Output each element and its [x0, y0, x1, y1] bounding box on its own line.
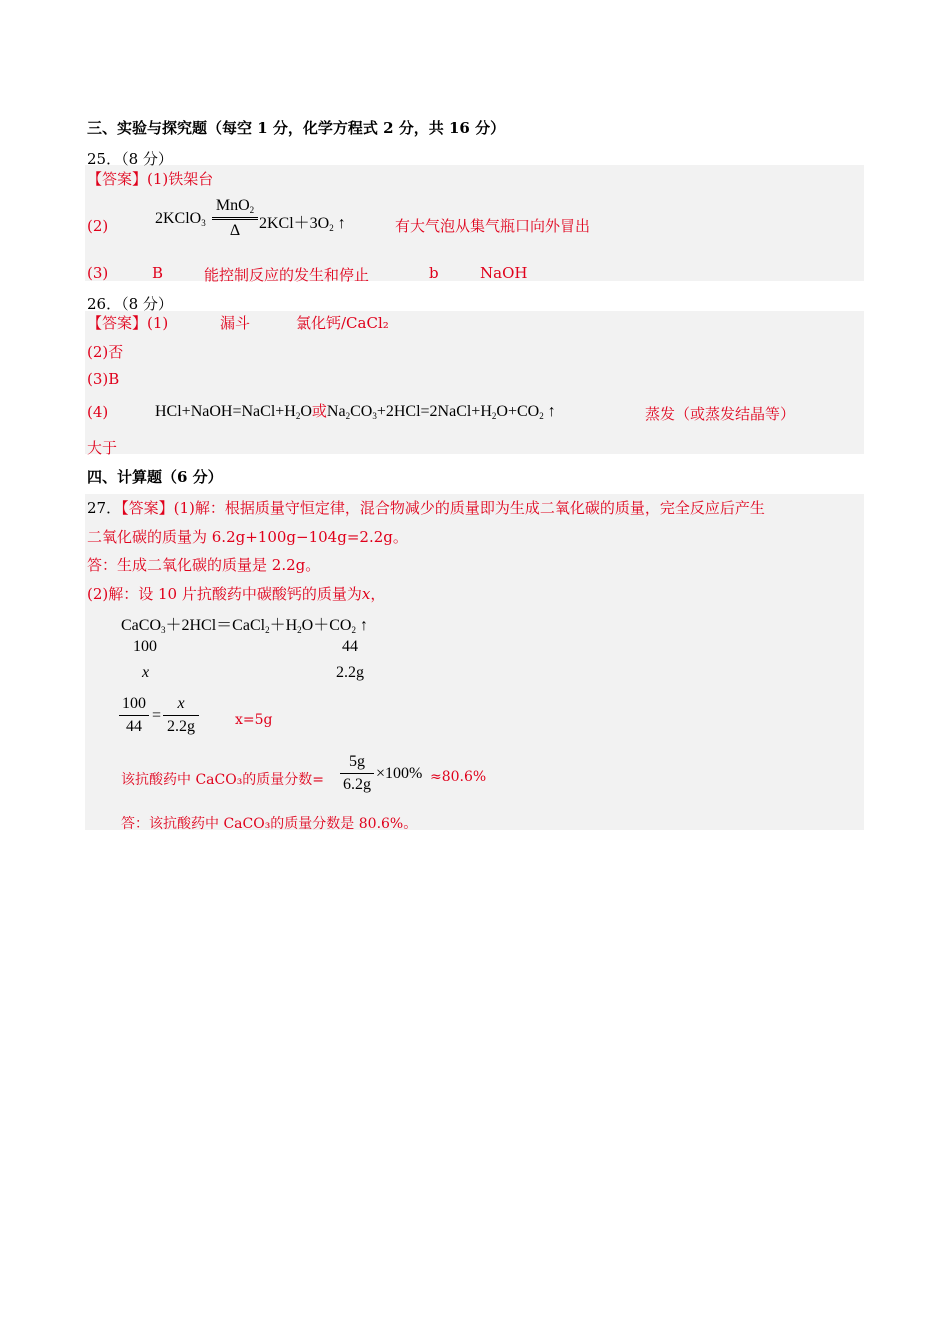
q25-a1: (1)铁架台	[147, 170, 214, 188]
q27-final-answer: 答：该抗酸药中 CaCO₃的质量分数是 80.6%。	[121, 816, 418, 832]
q27-mass-1: 100	[133, 638, 157, 655]
q26-answer-line1: 【答案】(1)	[87, 314, 169, 332]
q27-times-100: ×100%	[376, 765, 423, 782]
q27-ratio-left: 100 44	[119, 695, 149, 736]
q27-p2-intro: (2)解：设 10 片抗酸药中碳酸钙的质量为x，	[87, 585, 386, 603]
q27-var-1: x	[142, 664, 150, 681]
section4-title: 四、计算题（6 分）	[87, 468, 223, 486]
q26-answer-box	[85, 311, 864, 454]
q27-approx: ≈80.6%	[430, 769, 487, 785]
q25-a3-b1: B	[152, 264, 164, 282]
q27-equation: $CaCO_3+2HCl=CaCl_2+H_2O+CO_2$ ↑	[121, 617, 368, 635]
q25-equation: 2KClO$_3$	[155, 210, 206, 228]
q25-eq-right: $2KCl+3O_2$ ↑	[259, 215, 346, 233]
q25-a3-b3: b	[429, 264, 439, 282]
q26-header: 26．（8 分）	[87, 295, 173, 313]
q27-ratio-right: x 2.2g	[163, 695, 199, 736]
q25-a3-b4: NaOH	[480, 264, 528, 282]
q26-a4-num: (4)	[87, 403, 109, 421]
answer-tag: 【答案】	[87, 170, 148, 188]
q25-header: 25．（8 分）	[87, 150, 173, 168]
q26-a1-b1: 漏斗	[220, 314, 251, 332]
q25-eq-condition: MnO$_2$ Δ	[212, 197, 258, 240]
answer-tag: 【答案】	[87, 314, 148, 332]
q26-equations: $HCl+NaOH=NaCl+H_2O$或$Na_2CO_3+2HCl=2NaCl+H_2O+CO_2$ ↑	[155, 402, 556, 421]
section3-title: 三、实验与探究题（每空 1 分，化学方程式 2 分，共 16 分）	[87, 119, 506, 137]
q27-x-result: x=5g	[235, 712, 273, 728]
q25-a2-observation: 有大气泡从集气瓶口向外冒出	[395, 217, 591, 235]
q27-ratio-equals: =	[152, 707, 162, 724]
q26-a1-b2: 氯化钙/CaCl₂	[296, 314, 389, 332]
q26-a2: (2)否	[87, 343, 124, 361]
q26-a5: 大于	[87, 439, 118, 457]
q27-line2: 二氧化碳的质量为 6.2g+100g−104g=2.2g。	[87, 528, 408, 546]
q26-a3: (3)B	[87, 370, 120, 388]
q25-answer-line1	[87, 168, 213, 189]
q27-line1: 27．【答案】(1)解：根据质量守恒定律，混合物减少的质量即为生成二氧化碳的质量，完全反应后产生	[87, 499, 765, 517]
q25-a2-num: (2)	[87, 217, 109, 235]
q26-a4-b2: 蒸发（或蒸发结晶等）	[645, 405, 796, 423]
q27-mass-2: 44	[342, 638, 358, 655]
q27-var-2: 2.2g	[336, 664, 364, 681]
q25-a3-b2: 能控制反应的发生和停止	[204, 266, 370, 284]
q25-a3-num: (3)	[87, 264, 109, 282]
q27-p1-answer: 答：生成二氧化碳的质量是 2.2g。	[87, 556, 321, 574]
q27-mass-fraction-label: 该抗酸药中 CaCO₃的质量分数=	[121, 772, 325, 788]
q27-mass-fraction: 5g 6.2g	[340, 753, 374, 794]
